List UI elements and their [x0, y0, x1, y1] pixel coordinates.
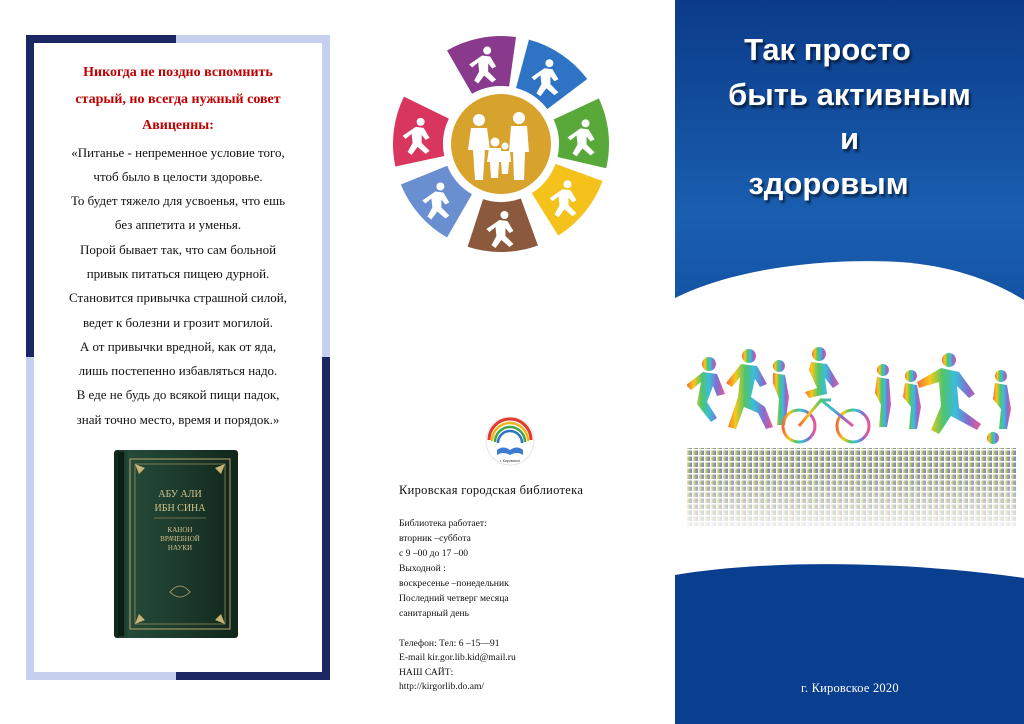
heading-line: Авиценны:	[142, 118, 214, 133]
title-line: быть активным	[728, 76, 971, 112]
library-info-panel	[341, 0, 675, 724]
runner-icon	[875, 364, 891, 427]
avicenna-panel	[0, 0, 341, 724]
frame-border	[322, 357, 330, 679]
title-line: здоровым	[748, 165, 909, 201]
poem-line: без аппетита и уменья.	[114, 217, 242, 233]
hours-line: Библиотека работает:	[399, 518, 487, 529]
hours-line: Выходной :	[399, 563, 446, 574]
canon-book-image	[114, 450, 238, 638]
poem-line: То будет тяжело для усвоенья, что ешь	[70, 193, 286, 209]
heading-line: Никогда не поздно вспомнить	[83, 65, 273, 80]
library-name: Кировская городская библиотека	[399, 483, 584, 497]
runner-icon	[903, 370, 921, 429]
hours-line: Последний четверг месяца	[399, 593, 509, 604]
athlete-head	[500, 211, 508, 219]
city-year: г. Кировское 2020	[801, 681, 899, 695]
cyclist-icon	[783, 347, 869, 442]
athlete-head	[545, 59, 553, 67]
frame-border	[26, 672, 176, 680]
poem-line: знай точно место, время и порядок.»	[76, 411, 280, 427]
runner-icon	[993, 370, 1011, 429]
book-title-line: КАНОН	[167, 526, 193, 534]
sport-silhouettes-banner	[687, 342, 1017, 574]
hours-line: вторник –суббота	[399, 533, 471, 544]
runner-icon	[726, 349, 773, 429]
contact-info	[399, 637, 516, 694]
frame-border	[176, 35, 330, 43]
title-line: Так просто	[744, 32, 911, 67]
frame-border	[176, 672, 330, 680]
runner-icon	[687, 357, 725, 422]
poem	[40, 141, 316, 433]
frame-border	[322, 35, 330, 357]
site-label: НАШ САЙТ:	[399, 666, 454, 678]
poem-line: А от привычки вредной, как от яда,	[79, 338, 277, 354]
athlete-head	[417, 118, 425, 126]
poem-line: привык питаться пищею дурной.	[86, 265, 270, 281]
hours-line: воскресенье –понедельник	[399, 578, 509, 589]
frame-border	[26, 357, 34, 679]
athlete-head	[564, 180, 572, 188]
frame-border	[26, 35, 176, 43]
phone-line: Телефон: Тел: 6 –15—91	[399, 638, 500, 649]
logo-caption: г. Кировское	[499, 459, 521, 463]
athlete-head	[483, 47, 491, 55]
book-title-line: НАУКИ	[167, 544, 193, 552]
athlete-head	[436, 182, 444, 190]
email-line[interactable]: E-mail kir.gor.lib.kid@mail.ru	[399, 652, 516, 664]
hours-line: с 9 –00 до 17 –00	[399, 548, 469, 559]
football-player-icon	[917, 353, 999, 444]
sport-wheel-illustration	[385, 28, 617, 260]
cover-panel	[675, 0, 1024, 724]
cover-title	[675, 28, 1024, 206]
book-title-line: ВРАЧЕБНОЙ	[160, 535, 200, 543]
athlete-head	[582, 119, 590, 127]
poem-line: чтоб было в целости здоровье.	[93, 168, 263, 184]
poem-line: «Питанье - непременное условие того,	[71, 144, 285, 160]
heading-line: старый, но всегда нужный совет	[75, 91, 281, 107]
poem-line: лишь постепенно избавляться надо.	[78, 363, 278, 379]
poem-line: Становится привычка страшной силой,	[69, 290, 287, 306]
site-link[interactable]: http://kirgorlib.do.am/	[399, 680, 485, 692]
title-line: и	[839, 121, 860, 156]
poem-line: ведет к болезни и грозит могилой.	[83, 314, 273, 330]
book-title-line: АБУ АЛИ	[158, 489, 202, 500]
frame-border	[26, 35, 34, 357]
library-logo	[477, 414, 543, 466]
family-icon	[451, 94, 551, 194]
avicenna-quote	[40, 60, 316, 432]
book-title-line: ИБН СИНА	[154, 503, 206, 514]
poem-line: В еде не будь до всякой пищи падок,	[76, 387, 280, 403]
poem-line: Порой бывает так, что сам больной	[79, 241, 277, 257]
hours-line: санитарный день	[399, 608, 470, 619]
quote-heading	[40, 60, 316, 140]
opening-hours	[399, 516, 509, 621]
